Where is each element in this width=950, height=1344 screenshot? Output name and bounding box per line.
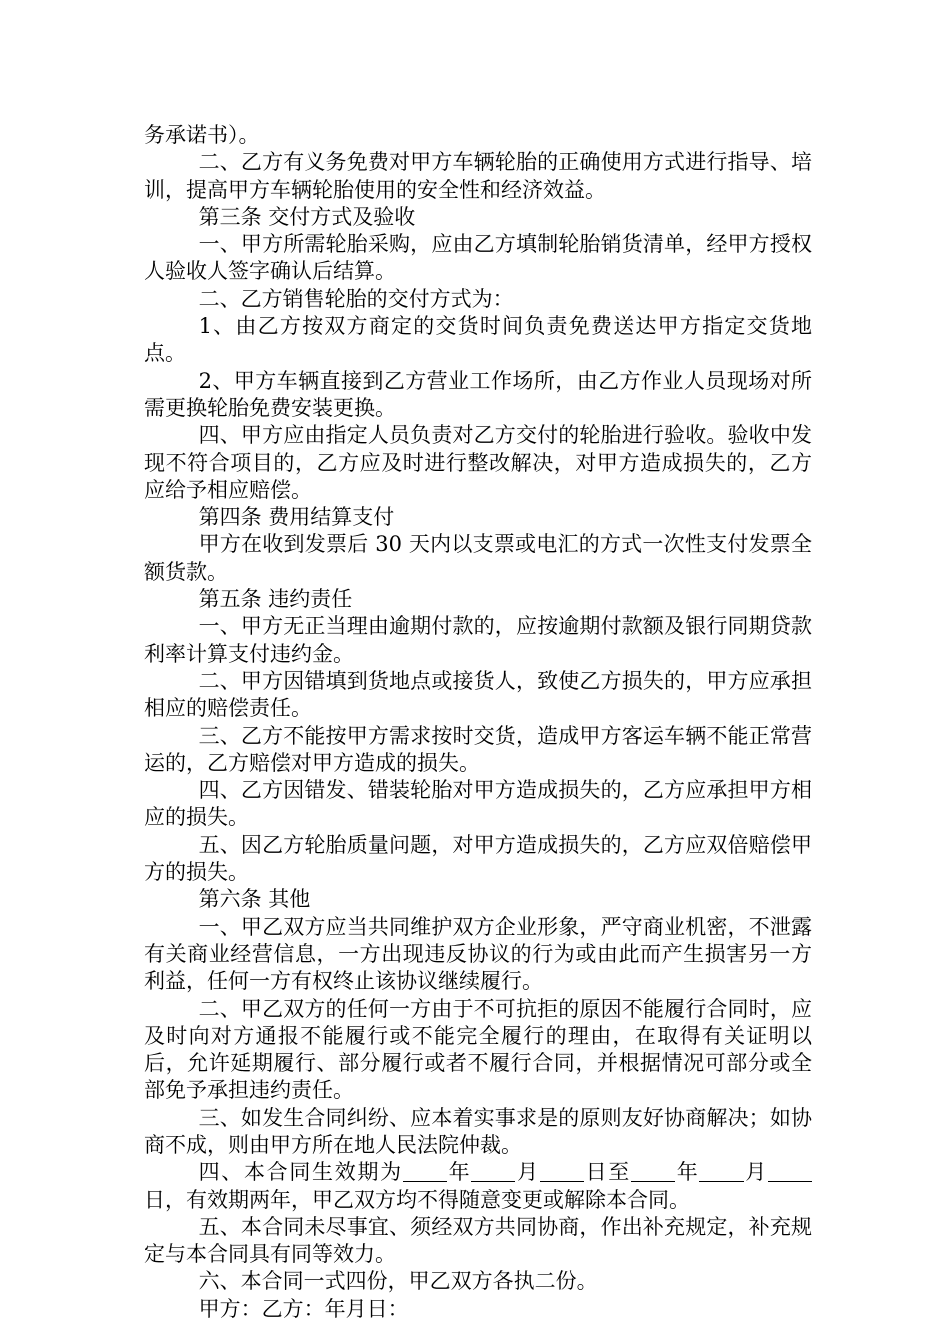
blank-line — [699, 1160, 743, 1182]
paragraph: 1、由乙方按双方商定的交货时间负责免费送达甲方指定交货地点。 — [144, 314, 812, 366]
validity-day-to: 日至 — [583, 1160, 631, 1185]
paragraph: 五、因乙方轮胎质量问题，对甲方造成损失的，乙方应双倍赔偿甲方的损失。 — [144, 832, 812, 885]
blank-line — [631, 1160, 675, 1182]
blank-line — [471, 1160, 515, 1182]
paragraph: 一、甲方无正当理由逾期付款的，应按逾期付款额及银行同期贷款利率计算支付违约金。 — [144, 614, 812, 666]
paragraph: 五、本合同未尽事宜、须经双方共同协商，作出补充规定，补充规定与本合同具有同等效力。 — [144, 1214, 812, 1267]
validity-paragraph — [144, 1159, 812, 1214]
contract-tail — [144, 1214, 812, 1323]
validity-prefix: 四、本合同生效期为 — [198, 1160, 403, 1185]
paragraph: 甲方：乙方：年月日： — [198, 1296, 409, 1321]
paragraph: 六、本合同一式四份，甲乙双方各执二份。 — [198, 1269, 598, 1294]
paragraph: 四、乙方因错发、错装轮胎对甲方造成损失的，乙方应承担甲方相应的损失。 — [144, 778, 812, 830]
blank-line — [768, 1160, 812, 1182]
validity-month: 月 — [515, 1160, 540, 1185]
paragraph: 甲方在收到发票后 30 天内以支票或电汇的方式一次性支付发票全额货款。 — [144, 532, 812, 584]
paragraph: 二、乙方销售轮胎的交付方式为： — [198, 286, 514, 311]
document-page — [144, 122, 812, 1323]
paragraph: 一、甲方所需轮胎采购，应由乙方填制轮胎销货清单，经甲方授权人验收人签字确认后结算。 — [144, 232, 812, 284]
paragraph: 二、甲乙双方的任何一方由于不可抗拒的原因不能履行合同时，应及时向对方通报不能履行或不能完全履行的理由，在取得有关证明以后，允许延期履行、部分履行或者不履行合同，并根据情况可部分或全部免予承担违约责任。 — [144, 996, 812, 1103]
paragraph: 三、如发生合同纠纷、应本着实事求是的原则友好协商解决；如协商不成，则由甲方所在地人民法院仲裁。 — [144, 1105, 812, 1157]
validity-year: 年 — [446, 1160, 472, 1185]
validity-year2: 年 — [675, 1160, 700, 1185]
paragraph: 务承诺书）。 — [144, 123, 260, 147]
blank-line — [403, 1160, 447, 1182]
paragraph: 一、甲乙双方应当共同维护双方企业形象，严守商业机密，不泄露有关商业经营信息，一方出现违反协议的行为或由此而产生损害另一方利益，任何一方有权终止该协议继续履行。 — [144, 914, 812, 994]
paragraph: 第六条 其他 — [198, 887, 311, 912]
validity-day-end: 日，有效期两年，甲乙双方均不得随意变更或解除本合同。 — [144, 1187, 690, 1212]
paragraph: 三、乙方不能按甲方需求按时交货，造成甲方客运车辆不能正常营运的，乙方赔偿对甲方造成的损失。 — [144, 723, 812, 775]
paragraph: 第三条 交付方式及验收 — [198, 204, 416, 229]
paragraph: 第四条 费用结算支付 — [198, 505, 395, 530]
contract-body — [144, 122, 812, 1159]
paragraph: 第五条 违约责任 — [198, 587, 353, 612]
paragraph: 2、甲方车辆直接到乙方营业工作场所，由乙方作业人员现场对所需更换轮胎免费安装更换。 — [144, 368, 812, 420]
validity-month2: 月 — [743, 1160, 768, 1185]
paragraph: 二、乙方有义务免费对甲方车辆轮胎的正确使用方式进行指导、培训，提高甲方车辆轮胎使用的安全性和经济效益。 — [144, 150, 812, 202]
blank-line — [540, 1160, 584, 1182]
paragraph: 四、甲方应由指定人员负责对乙方交付的轮胎进行验收。验收中发现不符合项目的，乙方应及时进行整改解决，对甲方造成损失的，乙方应给予相应赔偿。 — [144, 423, 812, 502]
paragraph: 二、甲方因错填到货地点或接货人，致使乙方损失的，甲方应承担相应的赔偿责任。 — [144, 668, 812, 721]
